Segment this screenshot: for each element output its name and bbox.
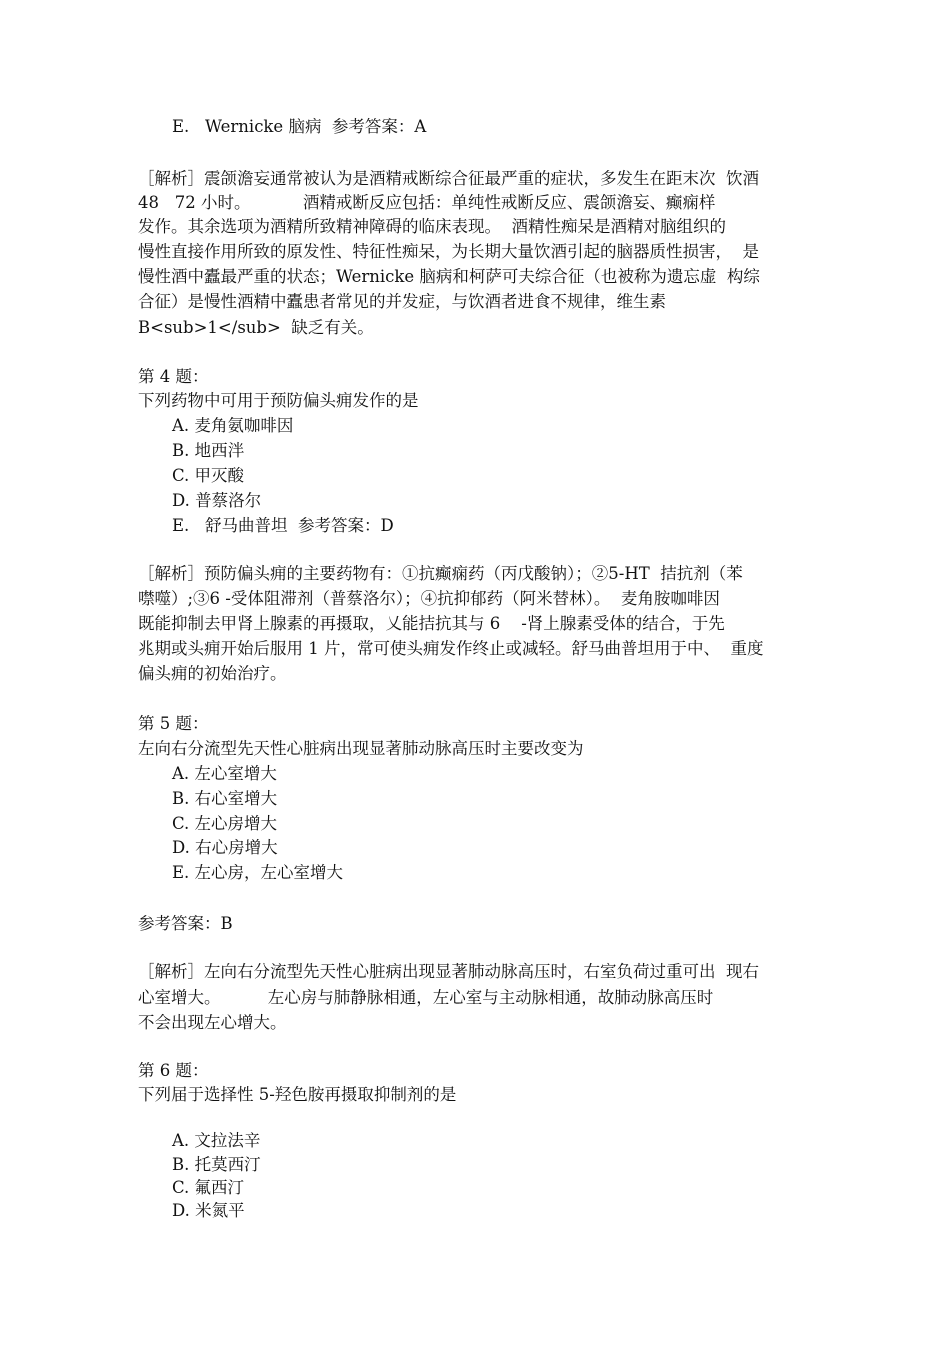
question-heading: 第 5 题： bbox=[138, 714, 209, 733]
analysis-line: 噤噬）;③6 -受体阻滞剂（普蔡洛尔）；④抗抑郁药（阿米替林）。 麦角胺咖啡因 bbox=[138, 589, 720, 608]
analysis-line: ［解析］左向右分流型先天性心脏病出现显著肺动脉高压时，右室负荷过重可出 现右 bbox=[138, 962, 759, 981]
analysis-line: 慢性直接作用所致的原发性、特征性痴呆，为长期大量饮酒引起的脑器质性损害， 是 bbox=[138, 242, 759, 261]
q3-option-e: E. Wernicke 脑病 参考答案：A bbox=[172, 117, 427, 136]
option-a: A. 麦角氨咖啡因 bbox=[172, 416, 294, 435]
analysis-line: 既能抑制去甲肾上腺素的再摄取，乂能拮抗其与 6 -肾上腺素受体的结合，于先 bbox=[138, 614, 725, 633]
option-a: A. 左心室增大 bbox=[172, 764, 277, 783]
analysis-line: 不会出现左心增大。 bbox=[138, 1013, 287, 1032]
analysis-line: 偏头痈的初始治疗。 bbox=[138, 664, 287, 683]
analysis-line: 合征）是慢性酒精中蠹患者常见的并发症，与饮酒者进食不规律，维生素 bbox=[138, 292, 666, 311]
option-d: D. 右心房增大 bbox=[172, 838, 278, 857]
analysis-line: 48 72 小时。 酒精戒断反应包括：单纯性戒断反应、震颌澹妄、癫痫样 bbox=[138, 193, 716, 212]
option-e: E. 舒马曲普坦 参考答案：D bbox=[172, 516, 394, 535]
answer-text: 参考答案：B bbox=[138, 914, 233, 933]
question-text: 下列届于选择性 5-羟色胺再摄取抑制剂的是 bbox=[138, 1085, 457, 1104]
analysis-line: ［解析］预防偏头痈的主要药物有：①抗癫痫药（丙戊酸钠）；②5-HT 拮抗剂（苯 bbox=[138, 564, 743, 583]
question-text: 左向右分流型先天性心脏病出现显著肺动脉高压时主要改变为 bbox=[138, 739, 584, 758]
analysis-line: 心室增大。 左心房与肺静脉相通，左心室与主动脉相通，故肺动脉高压时 bbox=[138, 988, 714, 1007]
option-c: C. 左心房增大 bbox=[172, 814, 278, 833]
option-d: D. 米氮平 bbox=[172, 1201, 245, 1220]
analysis-line: 慢性酒中蠹最严重的状态；Wernicke 脑病和柯萨可夫综合征（也被称为遗忘虚 构综 bbox=[138, 267, 760, 286]
question-heading: 第 6 题： bbox=[138, 1061, 209, 1080]
question-heading: 第 4 题： bbox=[138, 367, 209, 386]
analysis-line: 发作。其余选项为酒精所致精神障碍的临床表现。 酒精性痴呆是酒精对脑组织的 bbox=[138, 217, 726, 236]
option-b: B. 托莫西汀 bbox=[172, 1155, 261, 1174]
option-b: B. 地西泮 bbox=[172, 441, 245, 460]
analysis-line: ［解析］震颌澹妄通常被认为是酒精戒断综合征最严重的症状，多发生在距末次 饮酒 bbox=[138, 169, 759, 188]
option-c: C. 氟西汀 bbox=[172, 1178, 245, 1197]
option-a: A. 文拉法辛 bbox=[172, 1131, 261, 1150]
option-e: E. 左心房，左心室增大 bbox=[172, 863, 344, 882]
option-c: C. 甲灭酸 bbox=[172, 466, 245, 485]
option-b: B. 右心室增大 bbox=[172, 789, 278, 808]
analysis-line: B<sub>1</sub> 缺乏有关。 bbox=[138, 318, 374, 337]
option-d: D. 普蔡洛尔 bbox=[172, 491, 262, 510]
analysis-line: 兆期或头痈开始后服用 1 片，常可使头痈发作终止或减轻。舒马曲普坦用于中、 重度 bbox=[138, 639, 764, 658]
question-text: 下列药物中可用于预防偏头痈发作的是 bbox=[138, 391, 419, 410]
